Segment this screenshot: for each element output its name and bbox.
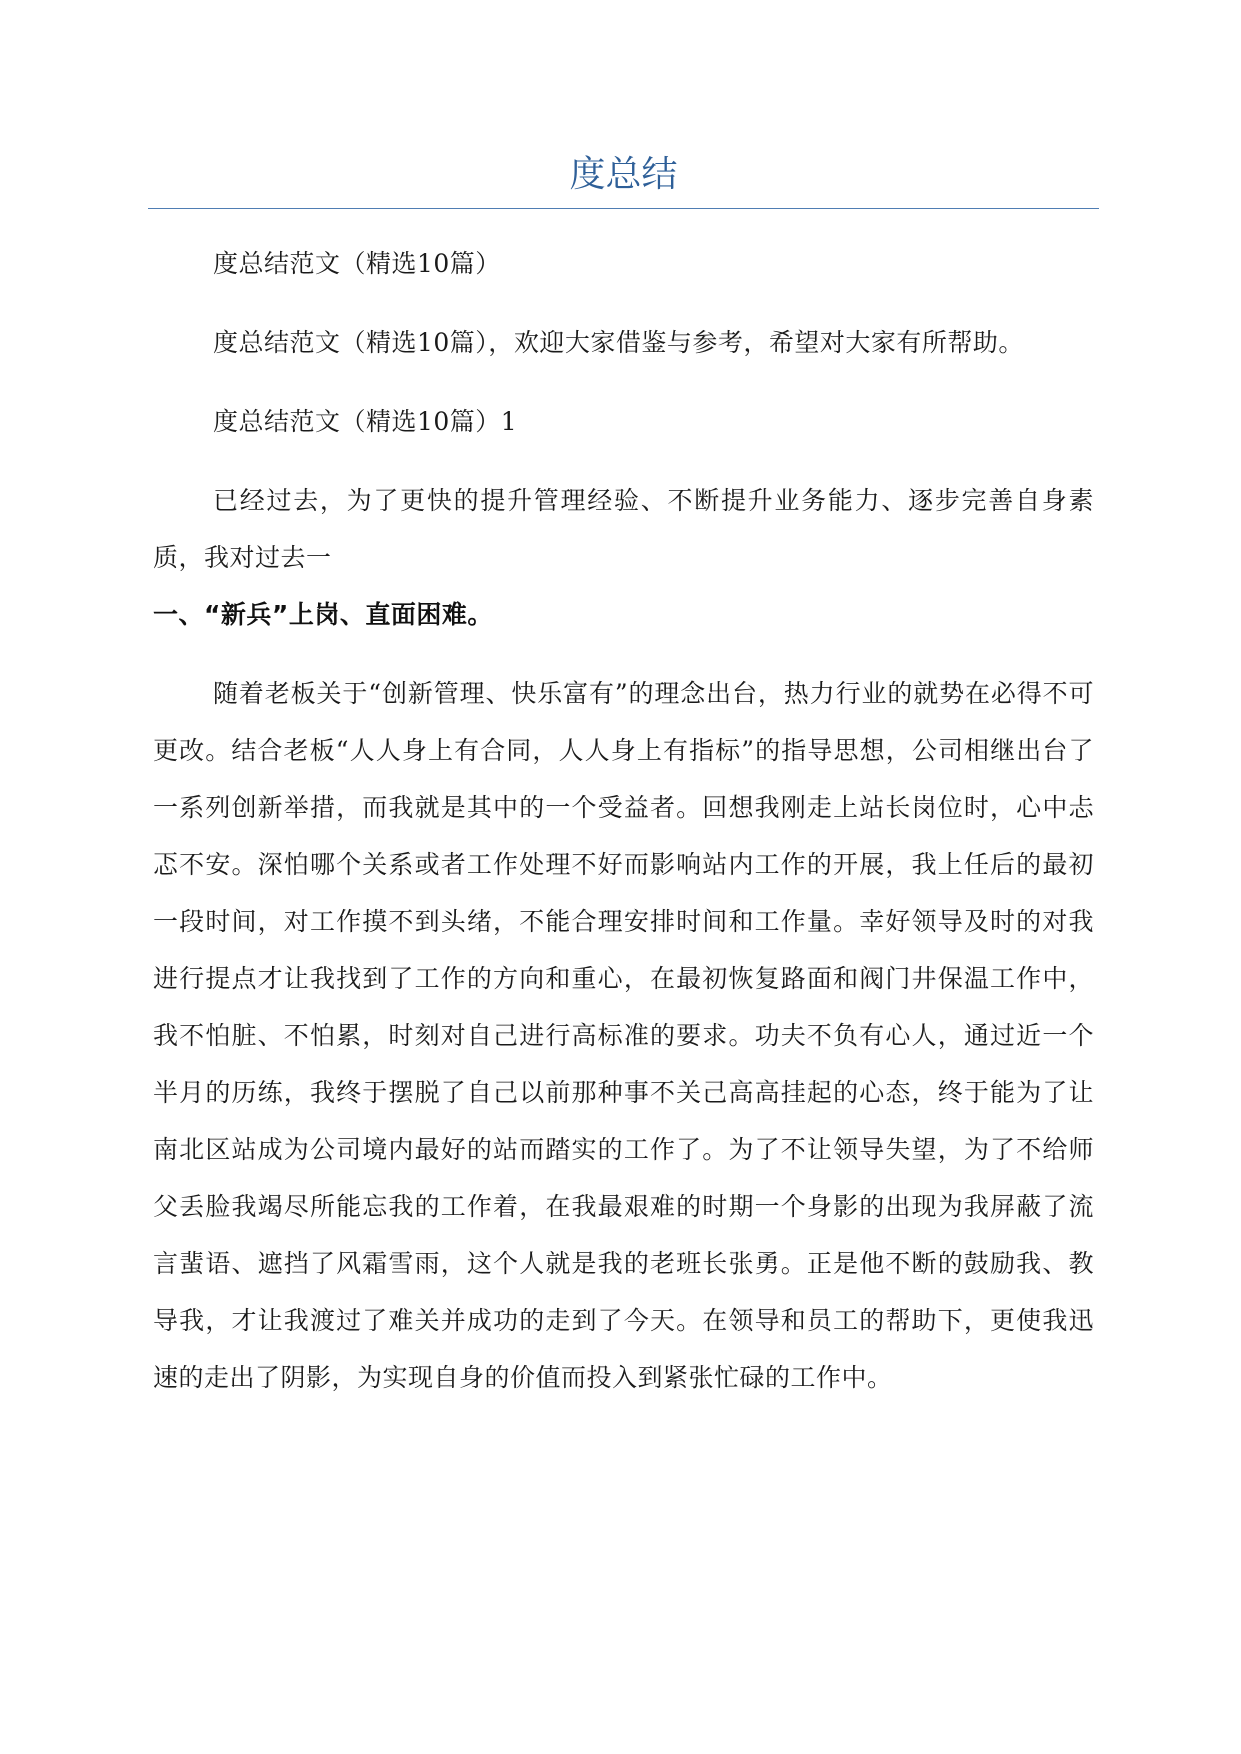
document-body [153, 235, 1094, 1406]
paragraph-opening: 已经过去，为了更快的提升管理经验、不断提升业务能力、逐步完善自身素质，我对过去一 [153, 486, 1094, 572]
paragraph-intro-title: 度总结范文（精选10篇） [213, 249, 501, 278]
document-title: 度总结 [569, 154, 678, 195]
title-divider [148, 208, 1099, 209]
paragraph-intro: 度总结范文（精选10篇），欢迎大家借鉴与参考，希望对大家有所帮助。 [213, 328, 1024, 357]
paragraph-section-title: 度总结范文（精选10篇）1 [213, 407, 518, 436]
paragraph-body: 随着老板关于“创新管理、快乐富有”的理念出台，热力行业的就势在必得不可更改。结合老板“人人身上有合同，人人身上有指标”的指导思想，公司相继出台了一系列创新举措，而我就是其中的一个受益者。回想我刚走上站长岗位时，心中忐忑不安。深怕哪个关系或者工作处理不好而影响站内工作的开展，我上任后的最初一段时间，对工作摸不到头绪，不能合理安排时间和工作量。幸好领导及时的对我进行提点才让我找到了工作的方向和重心，在最初恢复路面和阀门井保温工作中，我不怕脏、不怕累，时刻对自己进行高标准的要求。功夫不负有心人，通过近一个半月的历练，我终于摆脱了自己以前那种事不关己高高挂起的心态，终于能为了让南北区站成为公司境内最好的站而踏实的工作了。为了不让领导失望，为了不给师父丢脸我竭尽所能忘我的工作着，在我最艰难的时期一个身影的出现为我屏蔽了流言蜚语、遮挡了风霜雪雨，这个人就是我的老班长张勇。正是他不断的鼓励我、教导我，才让我渡过了难关并成功的走到了今天。在领导和员工的帮助下，更使我迅速的走出了阴影，为实现自身的价值而投入到紧张忙碌的工作中。 [153, 679, 1094, 1392]
section-heading: 一、“新兵”上岗、直面困难。 [153, 600, 493, 629]
